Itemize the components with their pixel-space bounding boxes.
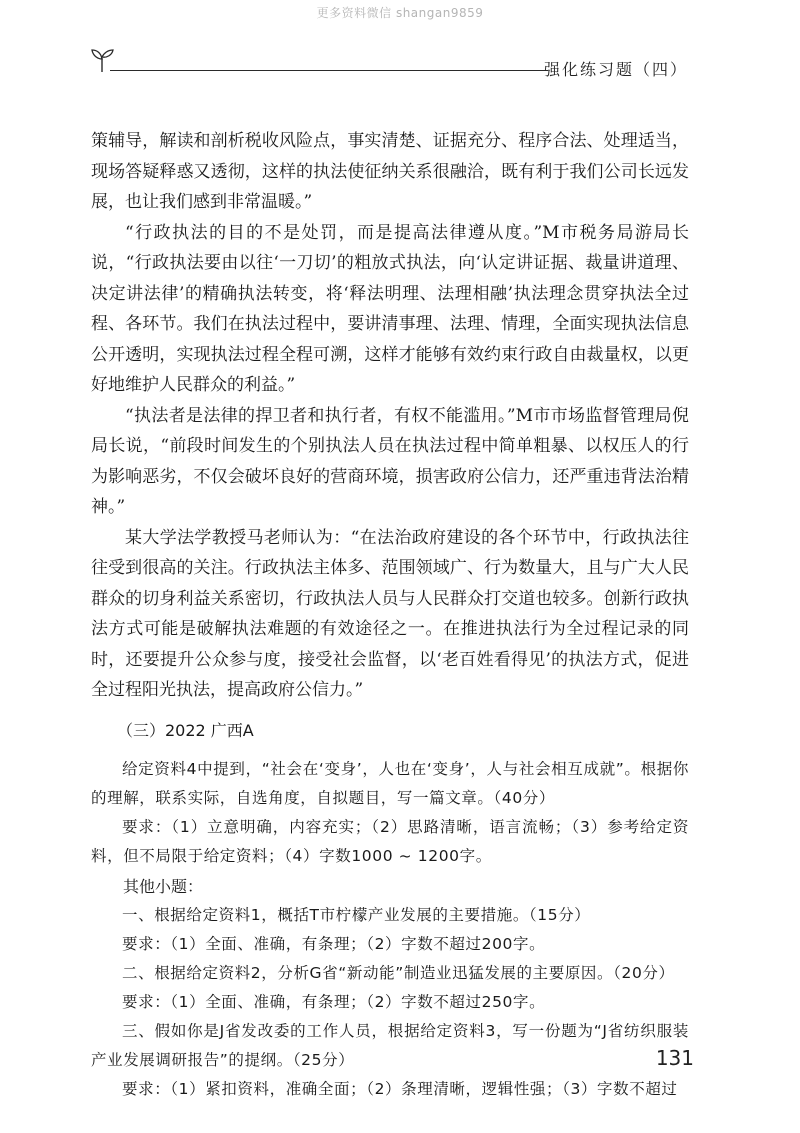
- question-item: 三、假如你是J省发改委的工作人员，根据给定资料3，写一份题为“J省纺织服装产业发展调研报告”的提纲。（25分）: [91, 1021, 689, 1069]
- other-questions-heading: 其他小题：: [123, 876, 204, 896]
- watermark-text: 更多资料微信 shangan9859: [316, 6, 484, 20]
- header-rule: [110, 70, 548, 71]
- other-questions-list: [91, 901, 689, 1104]
- question-block: [91, 755, 689, 871]
- essay-question: 给定资料4中提到，“社会在‘变身’，人也在‘变身’，人与社会相互成就”。根据你的理解，联系实际，自选角度，自拟题目，写一篇文章。（40分）: [91, 759, 689, 807]
- section-heading: （三）2022 广西A: [117, 720, 254, 740]
- page-number: 131: [655, 1046, 694, 1070]
- question-requirement: 要求：（1）全面、准确，有条理；（2）字数不超过200字。: [122, 934, 546, 953]
- question-item: 一、根据给定资料1，概括T市柠檬产业发展的主要措施。（15分）: [122, 905, 591, 924]
- question-requirement: 要求：（1）全面、准确，有条理；（2）字数不超过250字。: [122, 992, 546, 1011]
- essay-requirements: 要求：（1）立意明确，内容充实；（2）思路清晰，语言流畅；（3）参考给定资料，但不局限于给定资料；（4）字数1000 ~ 1200字。: [91, 817, 689, 865]
- body-paragraph: 策辅导，解读和剖析税收风险点，事实清楚、证据充分、程序合法、处理适当，现场答疑释惑又透彻，这样的执法使征纳关系很融洽，既有利于我们公司长远发展，也让我们感到非常温暖。”: [91, 131, 689, 212]
- question-requirement: 要求：（1）紧扣资料，准确全面；（2）条理清晰，逻辑性强；（3）字数不超过: [122, 1079, 678, 1098]
- body-paragraph: 某大学法学教授马老师认为：“在法治政府建设的各个环节中，行政执法往往受到很高的关注。行政执法主体多、范围领域广、行为数量大，且与广大人民群众的切身利益关系密切，行政执法人员与人民群众打交道也较多。创新行政执法方式可能是破解执法难题的有效途径之一。在推进执法行为全过程记录的同时，还要提升公众参与度，接受社会监督，以‘老百姓看得见’的执法方式，促进全过程阳光执法，提高政府公信力。”: [91, 527, 689, 700]
- body-paragraph: “执法者是法律的捍卫者和执行者，有权不能滥用。”M市市场监督管理局倪局长说，“前段时间发生的个别执法人员在执法过程中简单粗暴、以权压人的行为影响恶劣，不仅会破坏良好的营商环境，损害政府公信力，还严重违背法治精神。”: [91, 405, 689, 517]
- page-content: [91, 126, 689, 1104]
- header-title: 强化练习题（四）: [543, 60, 688, 79]
- question-item: 二、根据给定资料2，分析G省“新动能”制造业迅猛发展的主要原因。（20分）: [122, 963, 675, 982]
- page-header: [90, 45, 690, 85]
- body-paragraph: “行政执法的目的不是处罚，而是提高法律遵从度。”M市税务局游局长说，“行政执法要由以往‘一刀切’的粗放式执法，向‘认定讲证据、裁量讲道理、决定讲法律’的精确执法转变，将‘释法明理、法理相融’执法理念贯穿执法全过程、各环节。我们在执法过程中，要讲清事理、法理、情理，全面实现执法信息公开透明，实现执法过程全程可溯，这样才能够有效约束行政自由裁量权，以更好地维护人民群众的利益。”: [91, 222, 689, 395]
